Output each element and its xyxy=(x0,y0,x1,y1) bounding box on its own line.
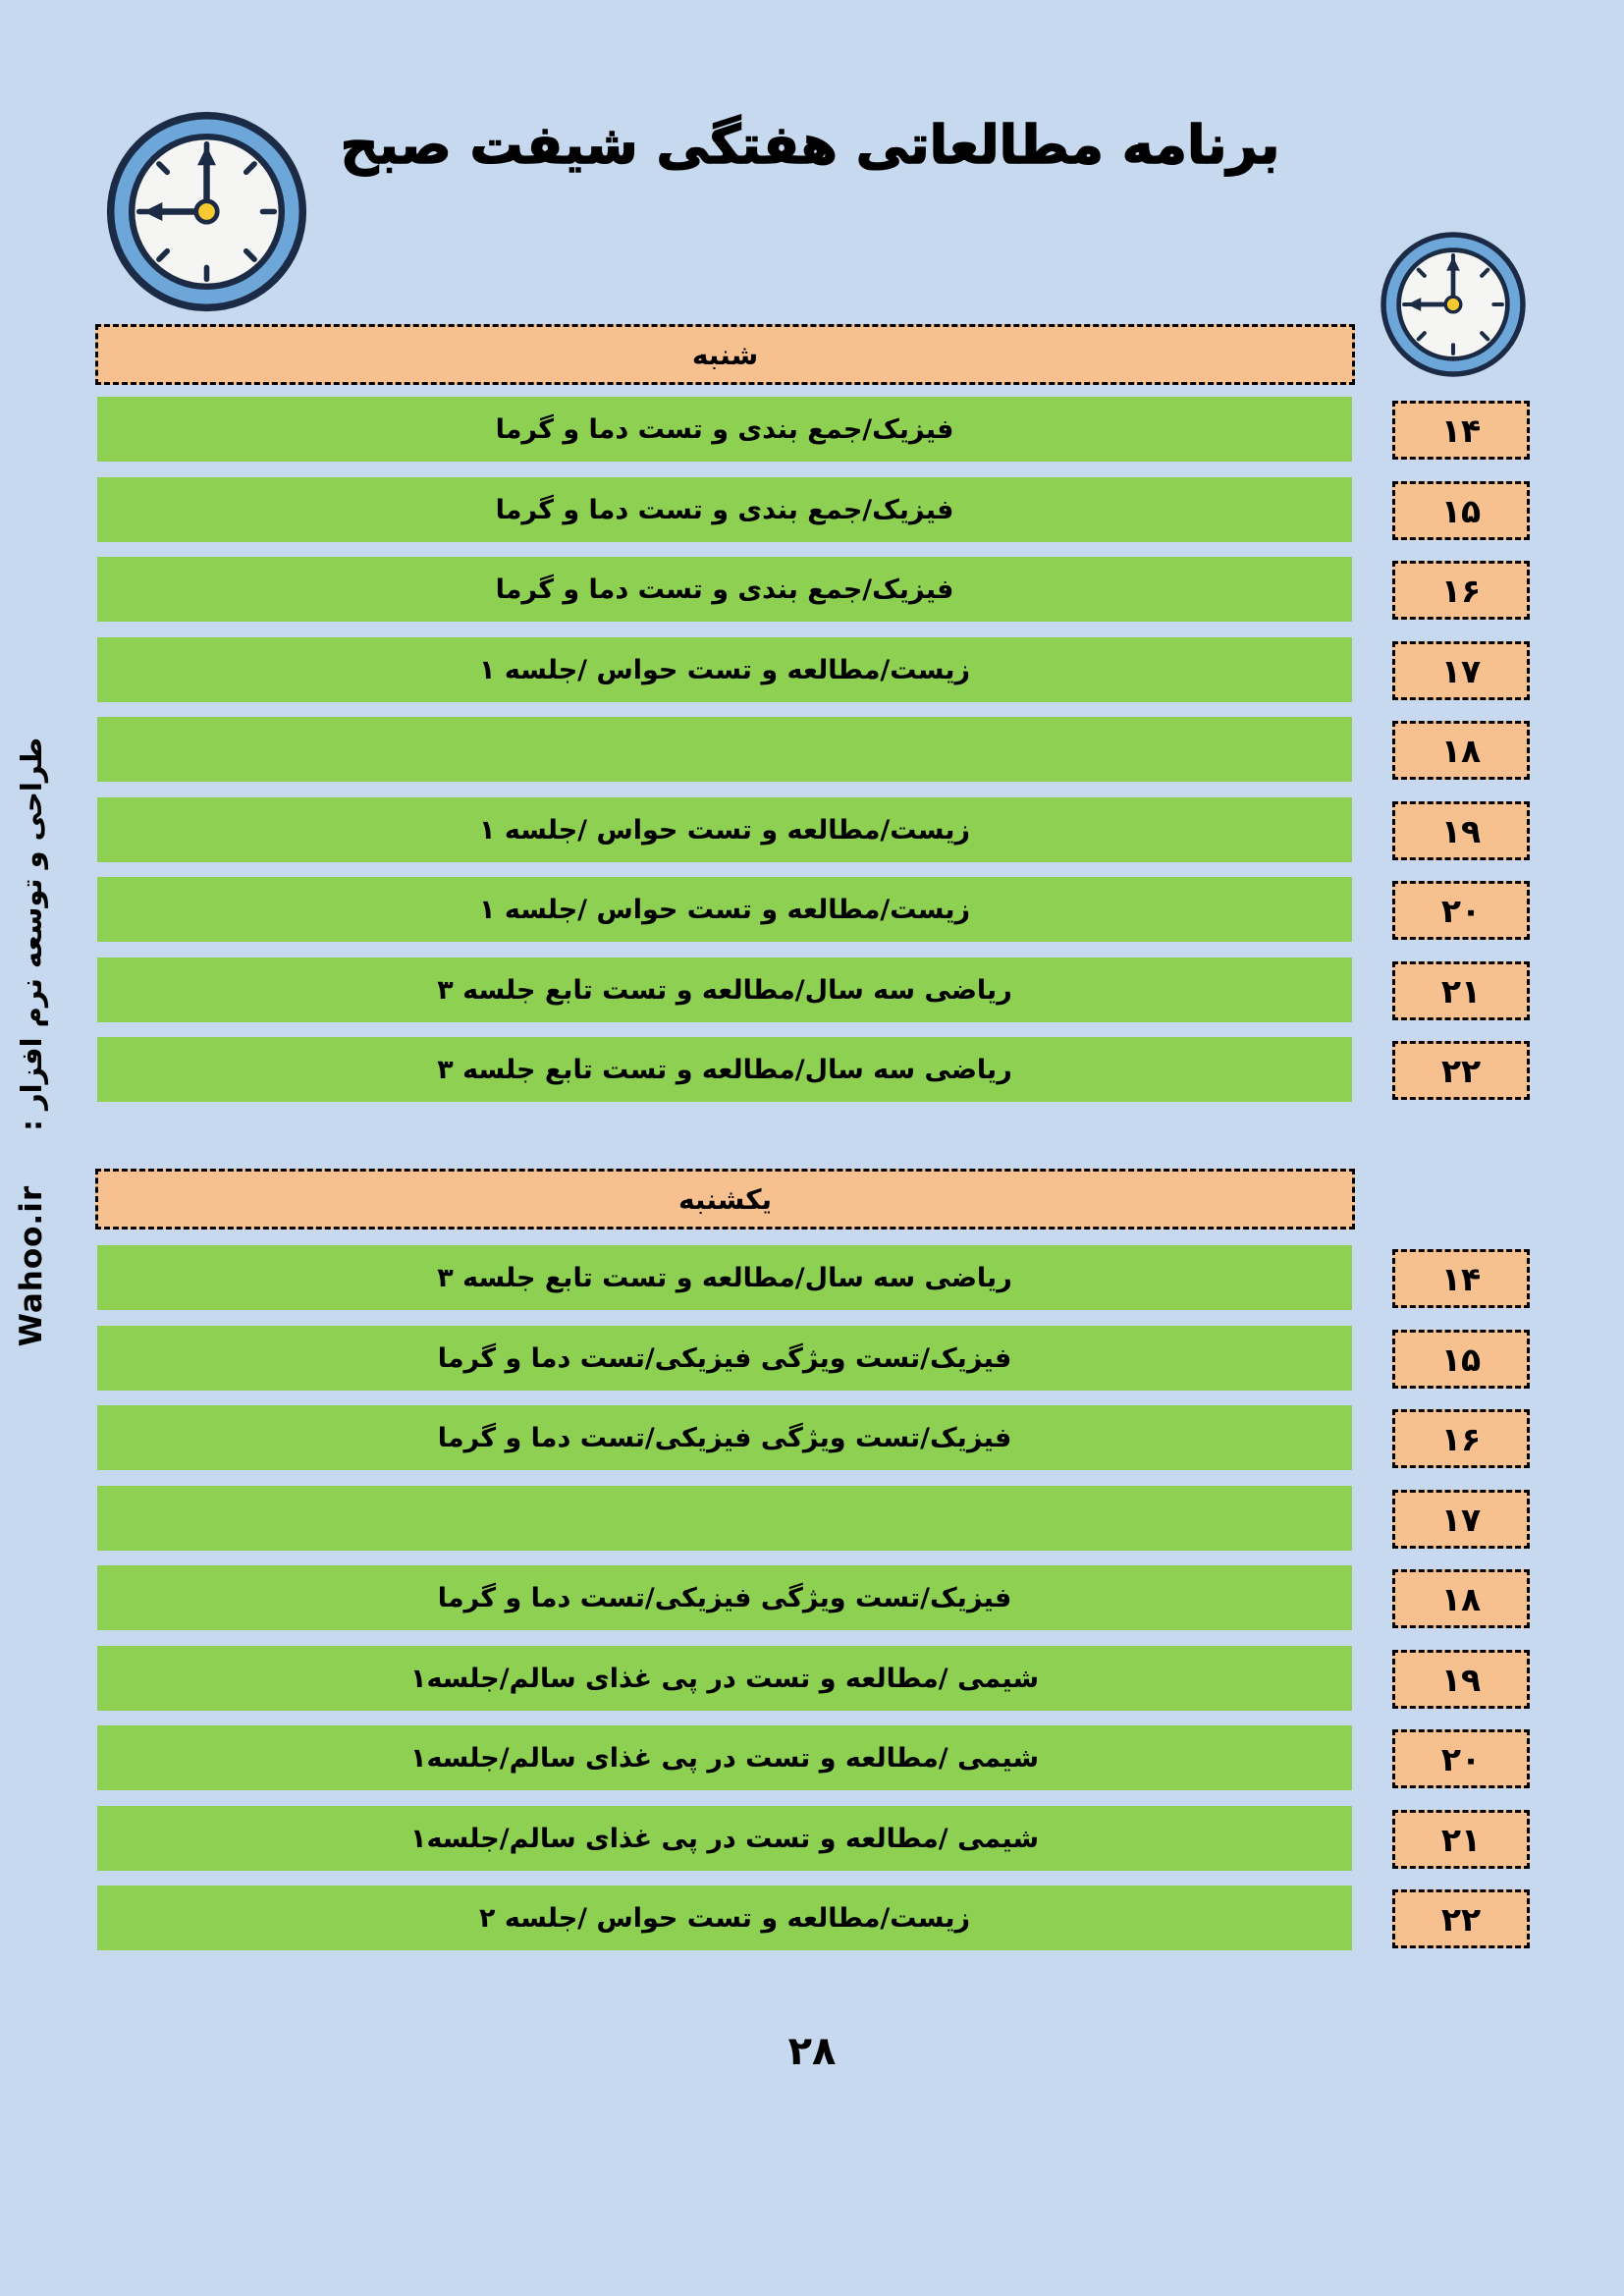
schedule-row: ریاضی سه سال/مطالعه و تست تابع جلسه ۳ xyxy=(97,1245,1352,1310)
time-box: ۲۲ xyxy=(1392,1041,1530,1100)
schedule-row: شیمی /مطالعه و تست در پی غذای سالم/جلسه۱ xyxy=(97,1646,1352,1711)
time-box: ۱۹ xyxy=(1392,801,1530,860)
time-box: ۲۰ xyxy=(1392,1729,1530,1788)
time-box: ۱۷ xyxy=(1392,641,1530,700)
schedule-row: فیزیک/تست ویژگی فیزیکی/تست دما و گرما xyxy=(97,1326,1352,1391)
clock-icon xyxy=(1377,228,1530,381)
schedule-row: فیزیک/جمع بندی و تست دما و گرما xyxy=(97,477,1352,542)
time-box: ۱۸ xyxy=(1392,721,1530,780)
schedule-row: ریاضی سه سال/مطالعه و تست تابع جلسه ۳ xyxy=(97,957,1352,1022)
schedule-row: فیزیک/جمع بندی و تست دما و گرما xyxy=(97,397,1352,462)
schedule-row: زیست/مطالعه و تست حواس /جلسه ۱ xyxy=(97,877,1352,942)
time-box: ۲۰ xyxy=(1392,881,1530,940)
time-box: ۱۴ xyxy=(1392,1249,1530,1308)
time-box: ۱۶ xyxy=(1392,561,1530,620)
day-header-sunday: یکشنبه xyxy=(95,1169,1355,1230)
schedule-row: زیست/مطالعه و تست حواس /جلسه ۱ xyxy=(97,797,1352,862)
schedule-row: فیزیک/تست ویژگی فیزیکی/تست دما و گرما xyxy=(97,1565,1352,1630)
schedule-row xyxy=(97,1486,1352,1551)
designer-credit-label: طراحی و توسعه نرم افزار : xyxy=(15,737,48,1131)
schedule-row: فیزیک/جمع بندی و تست دما و گرما xyxy=(97,557,1352,622)
time-box: ۲۲ xyxy=(1392,1889,1530,1948)
clock-icon xyxy=(101,106,312,317)
time-box: ۱۴ xyxy=(1392,401,1530,460)
schedule-row: شیمی /مطالعه و تست در پی غذای سالم/جلسه۱ xyxy=(97,1806,1352,1871)
schedule-row: فیزیک/تست ویژگی فیزیکی/تست دما و گرما xyxy=(97,1405,1352,1470)
designer-credit xyxy=(14,718,55,1366)
time-box: ۲۱ xyxy=(1392,1810,1530,1869)
time-box: ۱۷ xyxy=(1392,1490,1530,1549)
page-title: برنامه مطالعاتی هفتگی شیفت صبح xyxy=(340,114,1280,176)
time-box: ۱۵ xyxy=(1392,1330,1530,1389)
schedule-row: ریاضی سه سال/مطالعه و تست تابع جلسه ۳ xyxy=(97,1037,1352,1102)
time-box: ۱۹ xyxy=(1392,1650,1530,1709)
wahoo-brand: Wahoo.ir xyxy=(14,1184,49,1347)
time-box: ۱۶ xyxy=(1392,1409,1530,1468)
time-box: ۱۸ xyxy=(1392,1569,1530,1628)
page-number: ۲۸ xyxy=(787,2029,837,2074)
schedule-row xyxy=(97,717,1352,782)
day-header-saturday: شنبه xyxy=(95,324,1355,385)
time-box: ۲۱ xyxy=(1392,961,1530,1020)
schedule-row: زیست/مطالعه و تست حواس /جلسه ۲ xyxy=(97,1886,1352,1950)
time-box: ۱۵ xyxy=(1392,481,1530,540)
schedule-row: شیمی /مطالعه و تست در پی غذای سالم/جلسه۱ xyxy=(97,1725,1352,1790)
schedule-row: زیست/مطالعه و تست حواس /جلسه ۱ xyxy=(97,637,1352,702)
